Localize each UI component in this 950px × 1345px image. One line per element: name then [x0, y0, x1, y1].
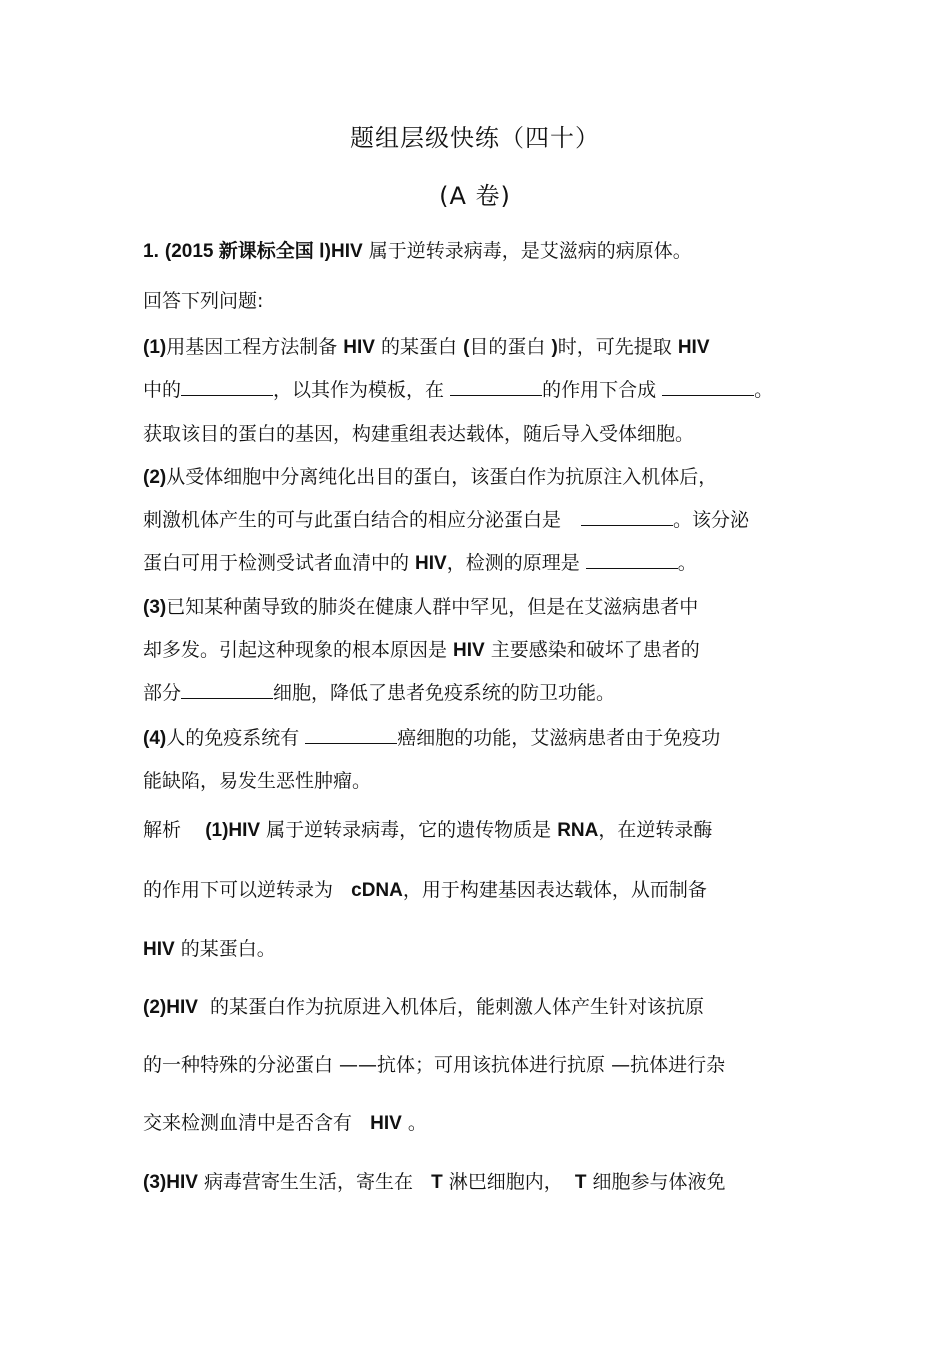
text: ，检测的原理是: [446, 552, 586, 574]
part-tag: (1): [143, 337, 167, 358]
text: 细胞参与体液免: [586, 1171, 726, 1193]
part-1-line-1: [143, 333, 710, 362]
part-tag: (2): [143, 467, 167, 488]
text: 属于逆转录病毒，是艾滋病的病原体。: [362, 240, 692, 262]
part-3-line-1: [143, 593, 698, 622]
term: HIV: [415, 553, 447, 574]
text: 人的免疫系统有: [166, 727, 306, 749]
text: ，以其作为模板，在: [273, 379, 451, 401]
part-tag: (3)HIV: [143, 1172, 198, 1193]
text: 的作用下合成: [542, 379, 663, 401]
answer-blank[interactable]: [581, 509, 673, 526]
text: 交来检测血清中是否含有: [143, 1112, 359, 1134]
analysis-1-line-1: [143, 816, 712, 845]
text: 属于逆转录病毒，它的遗传物质是: [260, 819, 558, 841]
term: HIV: [143, 939, 175, 960]
text: 已知某种菌导致的肺炎在健康人群中罕见，但是在艾滋病患者中: [166, 596, 699, 618]
text: 时，可先提取: [557, 336, 678, 358]
text: 。: [407, 1112, 427, 1134]
analysis-1-line-3: [143, 935, 276, 964]
analysis-3-line-1: [143, 1168, 726, 1197]
question-1-line-2: 回答下列问题:: [143, 290, 264, 312]
part-3-line-2: [143, 636, 700, 665]
term: cDNA: [351, 880, 403, 901]
text: 淋巴细胞内，: [442, 1171, 563, 1193]
text: (: [463, 337, 470, 358]
text: 的某蛋白作为抗原进入机体后，能刺激人体产生针对该抗原: [203, 996, 704, 1018]
part-2-line-2: [143, 506, 749, 534]
term: T: [431, 1172, 443, 1193]
text: 刺激机体产生的可与此蛋白结合的相应分泌蛋白是: [143, 509, 568, 531]
text: ): [551, 337, 558, 358]
answer-blank[interactable]: [305, 727, 397, 744]
part-2-line-1: [143, 463, 717, 492]
analysis-2-line-2: 的一种特殊的分泌蛋白 ——抗体；可用该抗体进行抗原 —抗体进行杂: [143, 1054, 726, 1076]
term: HIV: [677, 337, 710, 358]
text: 。: [677, 552, 697, 574]
text: 从受体细胞中分离纯化出目的蛋白，该蛋白作为抗原注入机体后，: [166, 466, 718, 488]
text: 。该分泌: [673, 509, 750, 531]
text: 目的蛋白: [469, 336, 552, 358]
term: RNA: [557, 820, 599, 841]
text: 的某蛋白: [374, 336, 464, 358]
text: 癌细胞的功能，艾滋病患者由于免疫功: [397, 727, 721, 749]
part-2-line-3: [143, 549, 697, 578]
part-1-line-3: 获取该目的蛋白的基因，构建重组表达载体，随后导入受体细胞。: [143, 423, 695, 445]
text: 细胞，降低了患者免疫系统的防卫功能。: [273, 682, 616, 704]
text: 的作用下可以逆转录为: [143, 879, 340, 901]
answer-blank[interactable]: [662, 379, 754, 396]
analysis-1-line-2: [143, 876, 707, 905]
text: 部分: [143, 682, 182, 704]
question-number: 1.: [143, 241, 159, 262]
part-tag: (2)HIV: [143, 997, 198, 1018]
question-1-line-1: [143, 237, 692, 266]
text: ，在逆转录酶: [598, 819, 713, 841]
answer-blank[interactable]: [586, 552, 678, 569]
text: 中的: [143, 379, 182, 401]
analysis-2-line-3: [143, 1109, 427, 1138]
page-title: 题组层级快练（四十）: [350, 124, 600, 152]
part-tag: (4): [143, 728, 167, 749]
part-4-line-1: [143, 724, 720, 753]
text: 却多发。引起这种现象的根本原因是: [143, 639, 454, 661]
analysis-label: 解析: [143, 819, 182, 841]
text: 的某蛋白。: [174, 938, 276, 960]
part-1-line-2: [143, 376, 773, 404]
part-4-line-2: 能缺陷，易发生恶性肿瘤。: [143, 770, 372, 792]
question-source: (2015 新课标全国 Ⅰ)HIV: [164, 241, 363, 262]
analysis-2-line-1: [143, 993, 704, 1022]
text: 。: [754, 379, 774, 401]
term: HIV: [453, 640, 485, 661]
term: HIV: [343, 337, 375, 358]
text: 用基因工程方法制备: [166, 336, 344, 358]
text: 蛋白可用于检测受试者血清中的: [143, 552, 416, 574]
answer-blank[interactable]: [181, 379, 273, 396]
page-subtitle: (A 卷): [439, 182, 511, 210]
answer-blank[interactable]: [181, 682, 273, 699]
text: 病毒营寄生生活，寄生在: [197, 1171, 419, 1193]
term: T: [574, 1172, 587, 1193]
term: HIV: [370, 1113, 402, 1134]
text: 主要感染和破坏了患者的: [484, 639, 700, 661]
text: ，用于构建基因表达载体，从而制备: [402, 879, 707, 901]
part-3-line-3: [143, 679, 615, 707]
part-tag: (1)HIV: [205, 820, 261, 841]
answer-blank[interactable]: [450, 379, 542, 396]
part-tag: (3): [143, 597, 167, 618]
